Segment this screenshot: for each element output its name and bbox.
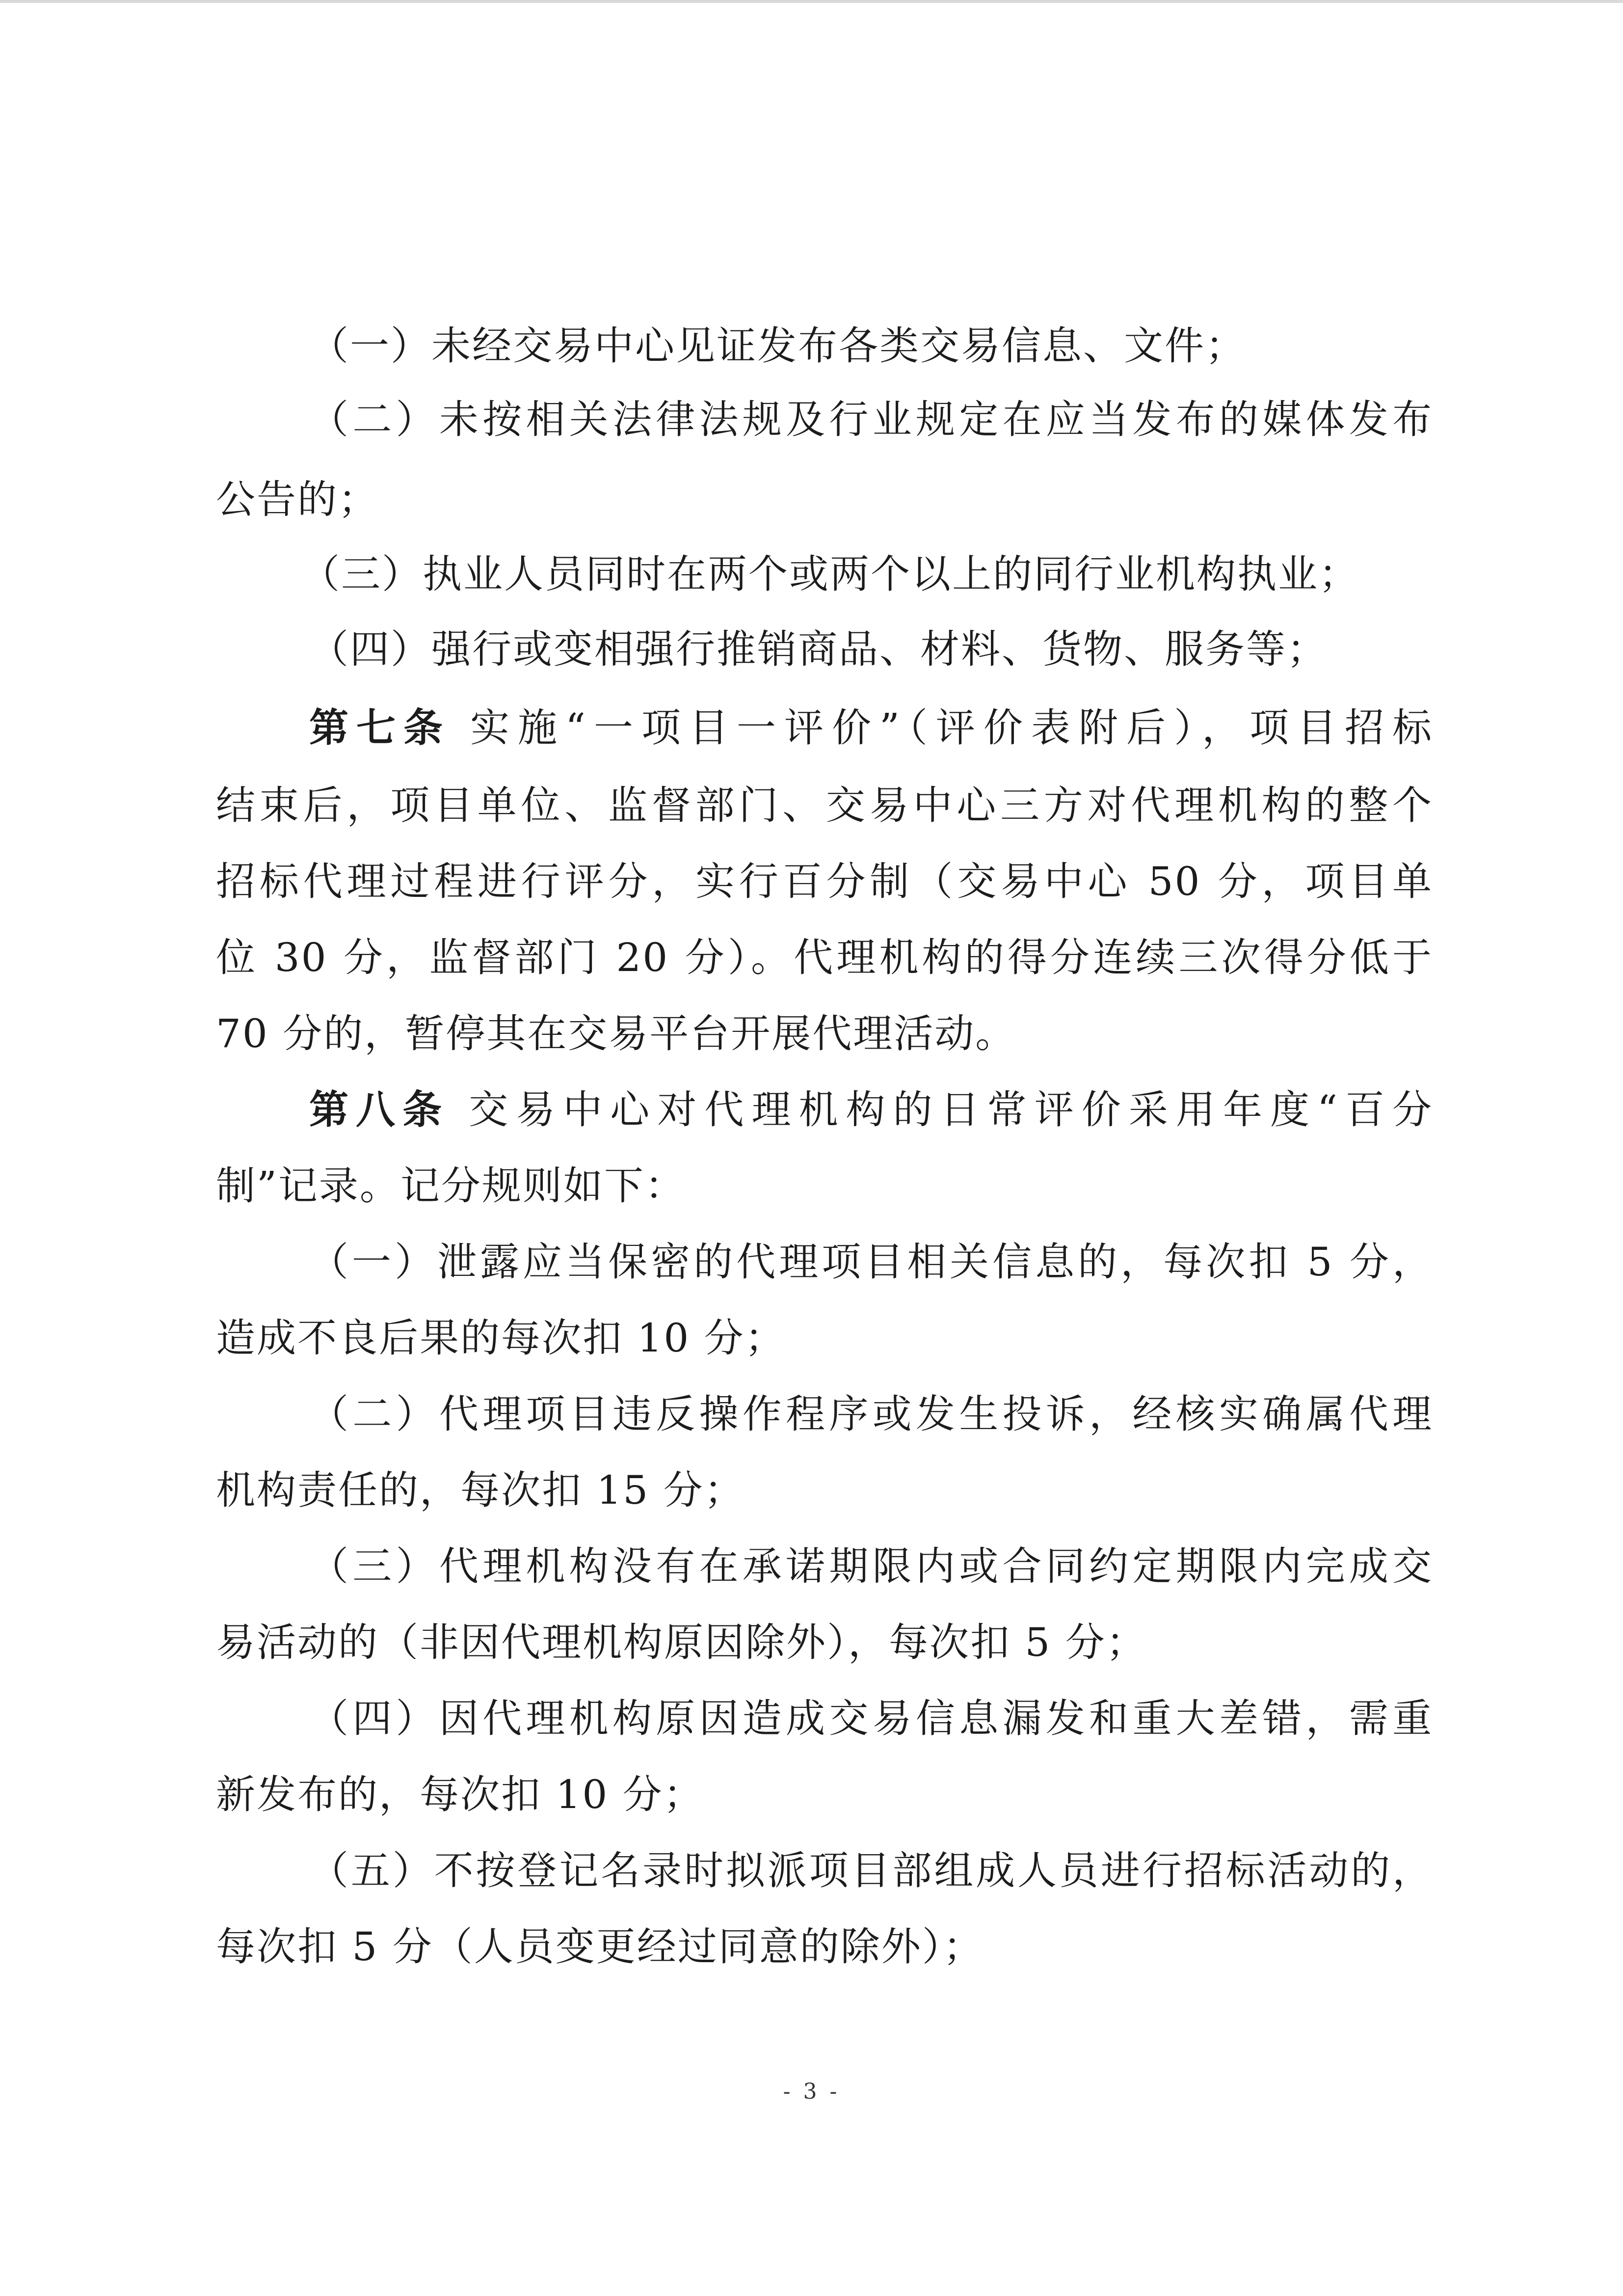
article-8-line-6: 机构责任的，每次扣 15 分； (216, 1467, 745, 1513)
article-7-heading: 第七条 (309, 704, 451, 751)
article-8-line-11: （五）不按登记名录时拟派项目部组成人员进行招标活动的， (309, 1848, 1433, 1893)
article-8-heading: 第八条 (309, 1086, 450, 1133)
article-8-line-8: 易活动的（非因代理机构原因除外），每次扣 5 分； (216, 1620, 1147, 1665)
clause-3-line: （三）执业人员同时在两个或两个以上的同行业机构执业； (300, 551, 1359, 597)
clause-2-line-1: （二）未按相关法律法规及行业规定在应当发布的媒体发布 (309, 397, 1433, 442)
article-7-line-3: 招标代理过程进行评分，实行百分制（交易中心 50 分，项目单 (216, 859, 1433, 904)
clause-1-line: （一）未经交易中心见证发布各类交易信息、文件； (309, 323, 1246, 369)
article-7-text-1: 实施“一项目一评价”（评价表附后），项目招标 (470, 705, 1433, 751)
article-7-line-4: 位 30 分，监督部门 20 分）。代理机构的得分连续三次得分低于 (216, 935, 1433, 980)
article-8-line-1 (309, 1069, 1433, 1150)
article-8-line-10: 新发布的，每次扣 10 分； (216, 1772, 704, 1817)
article-8-text-1: 交易中心对代理机构的日常评价采用年度“百分 (469, 1087, 1433, 1133)
article-8-line-9: （四）因代理机构原因造成交易信息漏发和重大差错，需重 (309, 1696, 1433, 1741)
page-number: - 3 - (783, 2079, 840, 2104)
article-7-line-1 (309, 687, 1433, 768)
article-8-line-2: 制”记录。记分规则如下： (216, 1163, 686, 1209)
clause-2-line-2: 公告的； (216, 477, 379, 522)
article-8-line-5: （二）代理项目违反操作程序或发生投诉，经核实确属代理 (309, 1391, 1433, 1437)
article-8-line-3: （一）泄露应当保密的代理项目相关信息的，每次扣 5 分， (309, 1239, 1433, 1285)
article-8-line-12: 每次扣 5 分（人员变更经过同意的除外）； (216, 1924, 984, 1970)
article-8-line-7: （三）代理机构没有在承诺期限内或合同约定期限内完成交 (309, 1543, 1433, 1589)
article-7-line-2: 结束后，项目单位、监督部门、交易中心三方对代理机构的整个 (216, 783, 1433, 828)
clause-4-line: （四）强行或变相强行推销商品、材料、货物、服务等； (309, 626, 1328, 672)
article-8-line-4: 造成不良后果的每次扣 10 分； (216, 1315, 786, 1361)
article-7-line-5: 70 分的，暂停其在交易平台开展代理活动。 (216, 1011, 1016, 1056)
